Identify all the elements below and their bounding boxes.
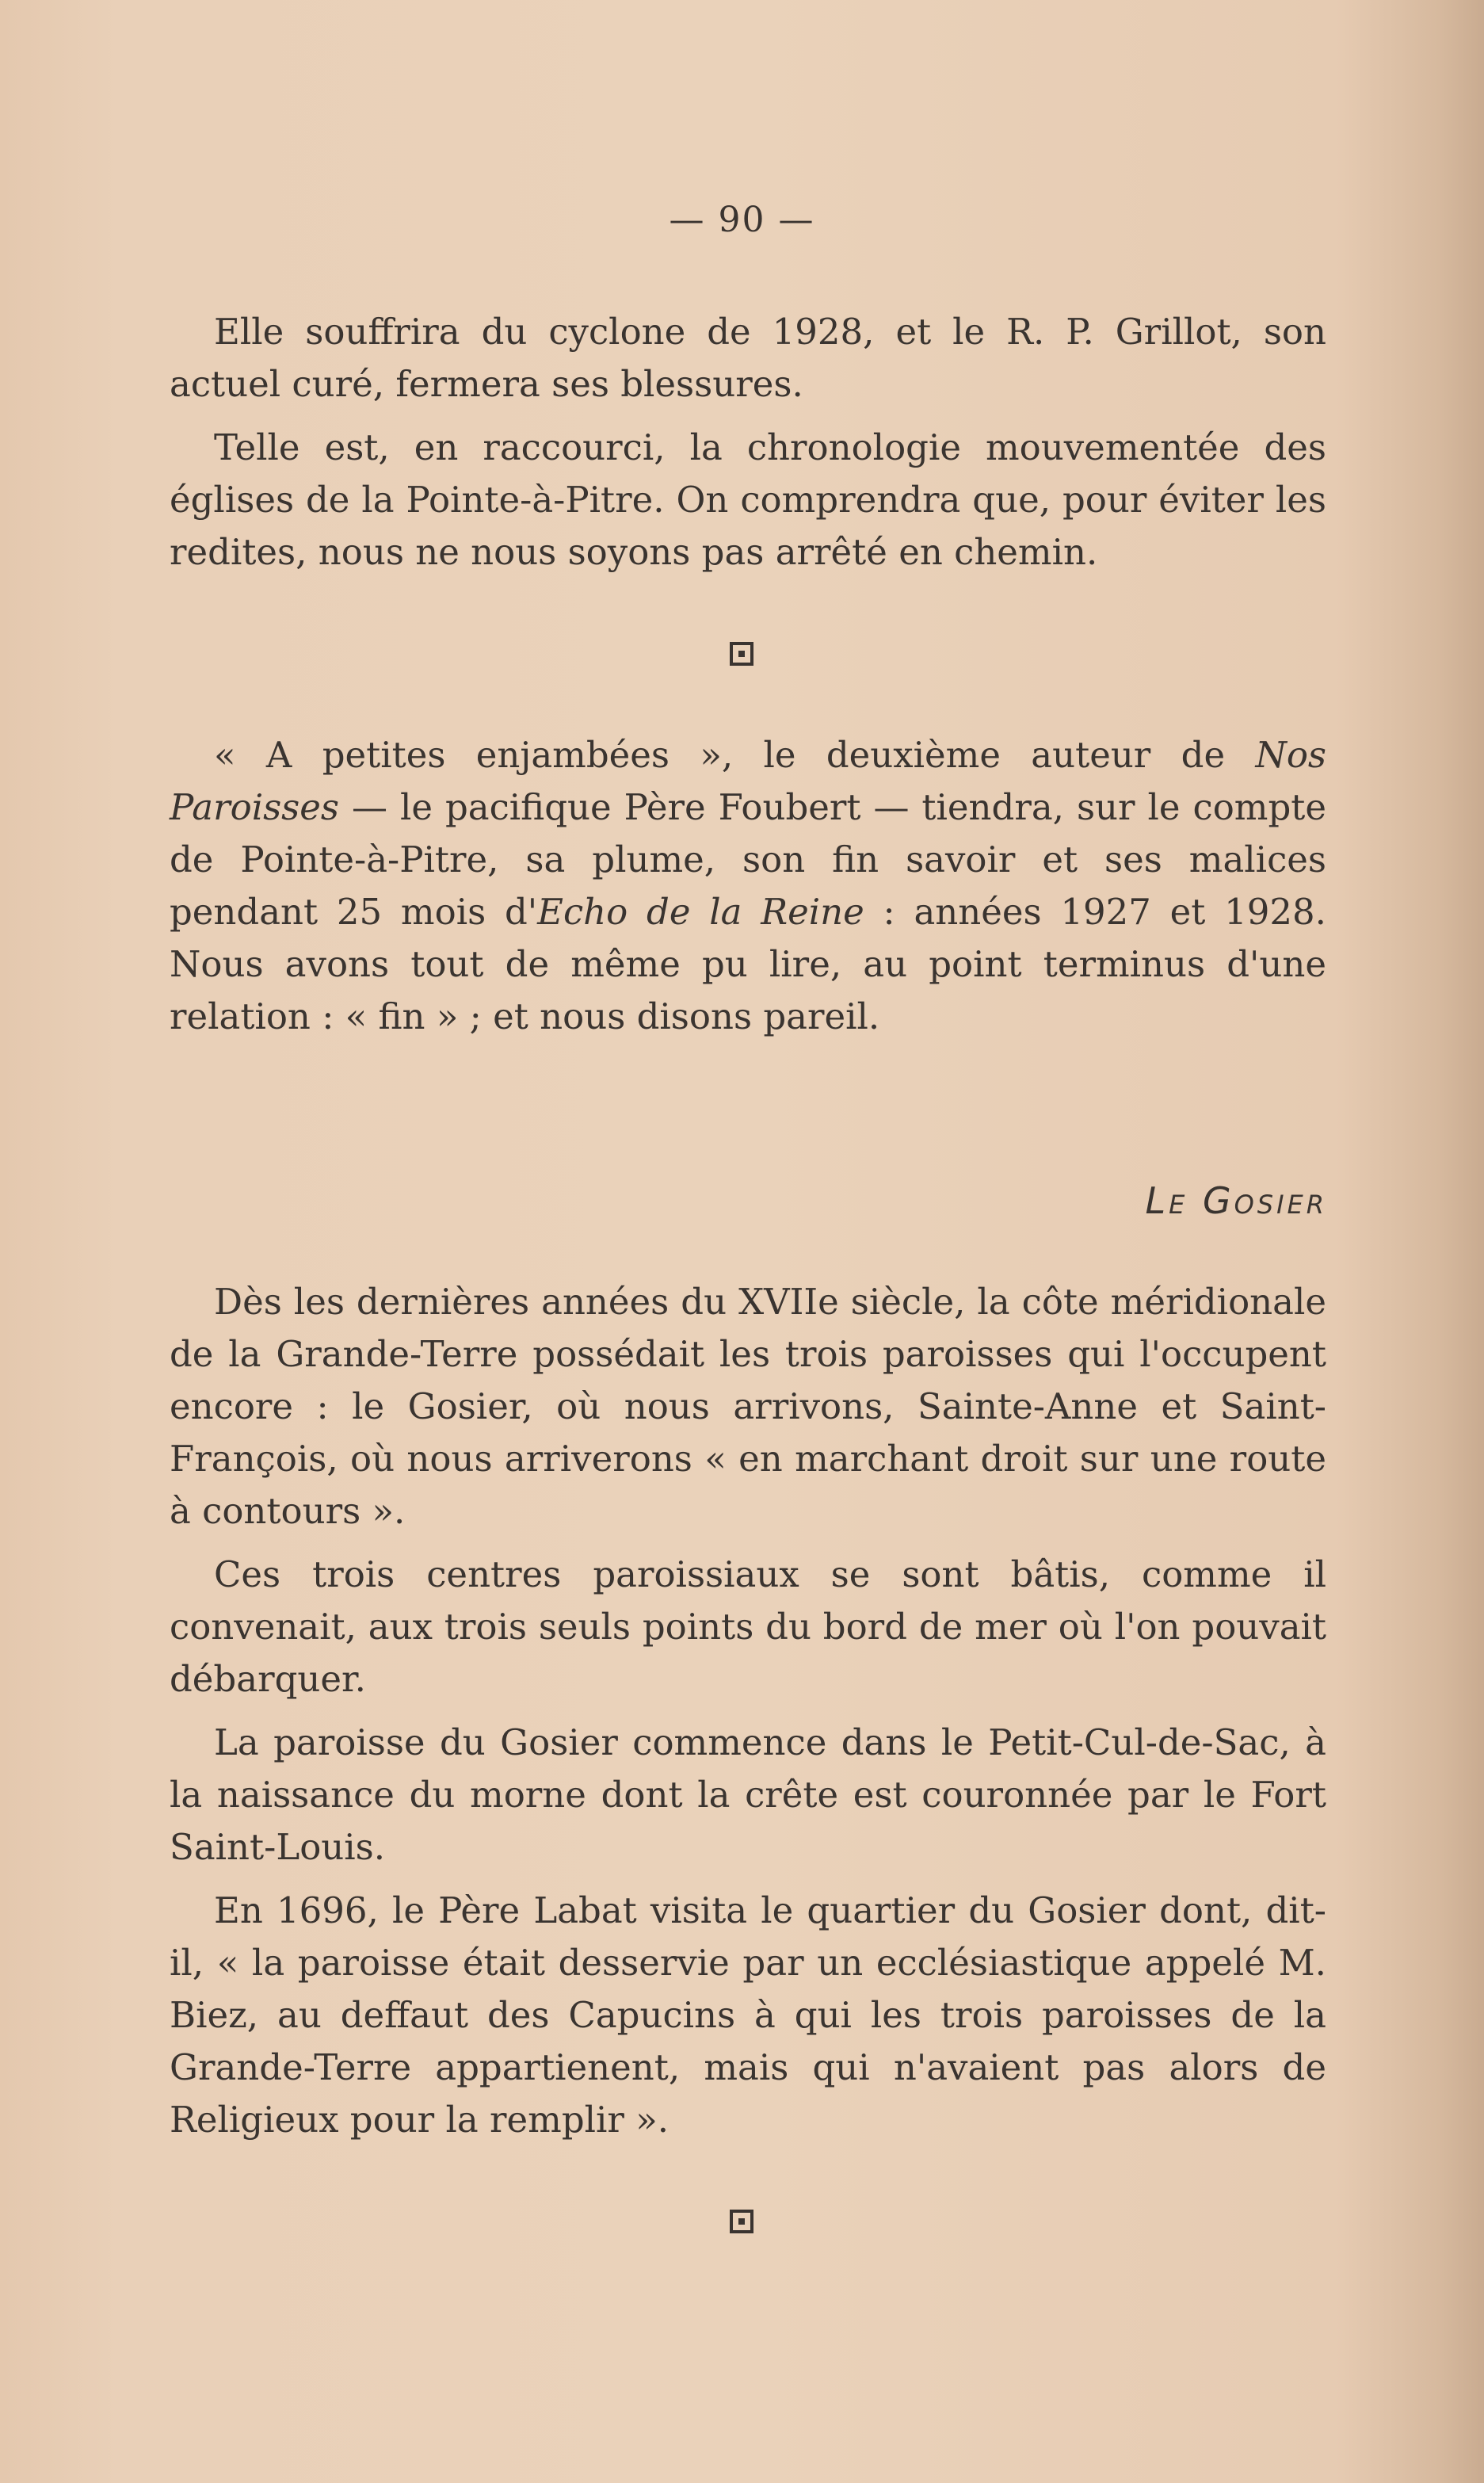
page-number: — 90 — — [669, 200, 815, 240]
text-block-top — [170, 306, 1326, 590]
paragraph: En 1696, le Père Labat visita le quartier du Gosier dont, dit-il, « la paroisse était desservie par un ecclésiastique appelé M. Biez, au deffaut des Capucins à qui les trois paroisses de la Grande-Terre appartienent, mais qui n'avaient pas alors de Religieux pour la remplir ». — [170, 1889, 1326, 2141]
section-divider-icon — [730, 2210, 753, 2233]
paragraph-text: : années 1927 et 1928. Nous avons tout de même pu lire, au point terminus d'une relation : « fin » ; et nous disons pareil. — [170, 891, 1326, 1037]
paragraph-text: — le pacifique Père Foubert — tiendra, sur le compte de Pointe-à-Pitre, sa plume, son fin savoir et ses malices pendant 25 mois d' — [170, 786, 1326, 933]
paragraph: La paroisse du Gosier commence dans le Petit-Cul-de-Sac, à la naissance du morne dont la crête est couronnée par le Fort Saint-Louis. — [170, 1721, 1326, 1868]
paragraph — [170, 729, 1326, 1043]
periodical-title: Echo de la Reine — [537, 891, 864, 933]
text-block-middle — [170, 729, 1326, 1054]
paragraph: Telle est, en raccourci, la chronologie mouvementée des églises de la Pointe-à-Pitre. On comprendra que, pour éviter les redites, nous ne nous soyons pas arrêté en chemin. — [170, 426, 1326, 573]
paragraph: Elle souffrira du cyclone de 1928, et le R. P. Grillot, son actuel curé, fermera ses blessures. — [170, 311, 1326, 405]
section-heading: Le Gosier — [1145, 1179, 1327, 1222]
paragraph: Ces trois centres paroissiaux se sont bâtis, comme il convenait, aux trois seuls points du bord de mer où l'on pouvait débarquer. — [170, 1553, 1326, 1700]
book-title: Nos Paroisses — [170, 734, 1326, 828]
section-divider-icon — [730, 642, 753, 666]
paragraph: Dès les dernières années du XVIIe siècle, la côte méridionale de la Grande-Terre possédait les trois paroisses qui l'occupent encore : le Gosier, où nous arrivons, Sainte-Anne et Saint-François, où nous arriverons « en marchant droit sur une route à contours ». — [170, 1281, 1326, 1532]
text-block-bottom — [170, 1276, 1326, 2157]
paragraph-text: « A petites enjambées », le deuxième auteur de — [214, 734, 1256, 776]
